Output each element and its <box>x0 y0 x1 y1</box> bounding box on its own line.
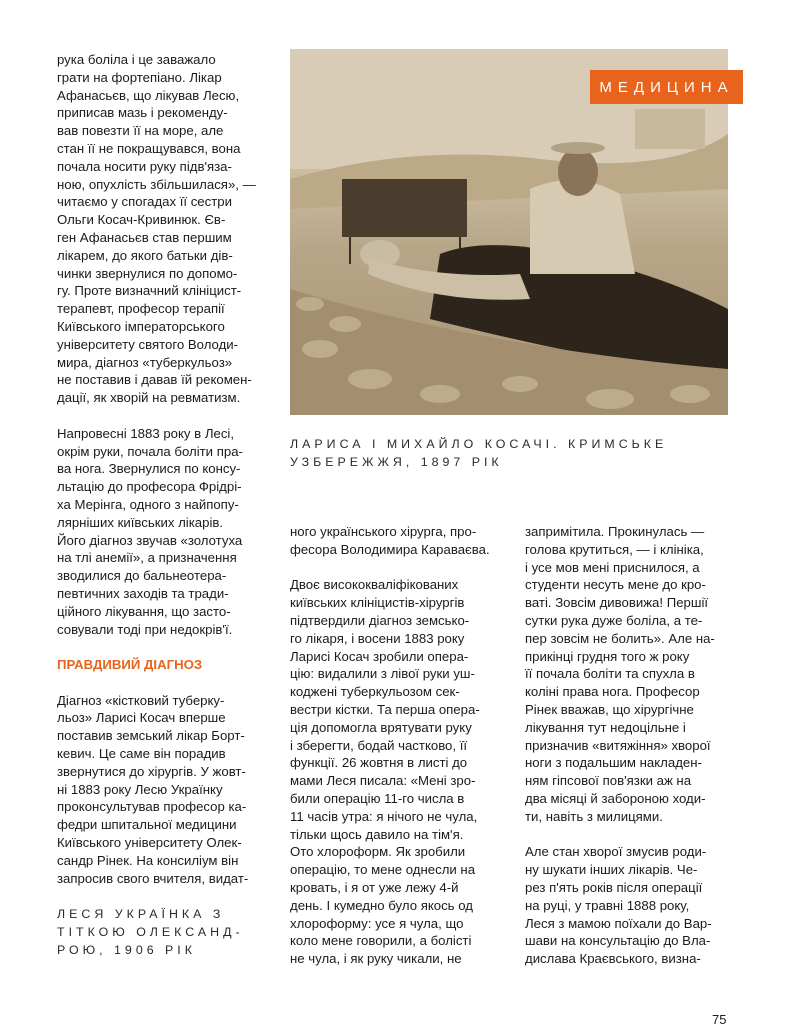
paragraph: рука боліла і це заважало грати на фортепіано. Лікар Афанасьєв, що лікував Лесю, приписав мазь і рекоменду- вав повезти її на море, але стан її не покращувався, вона почала носити руку підв'яза- ною, опухлість збільшилася», — читаємо у спогадах її сестри Ольги Косач-Кривинюк. Єв- ген Афанасьєв став першим лікарем, до якого батьки дів- чинки звернулися по допомо- гу. Проте визначний клініцист- терапевт, професор терапії Київського імператорського університету святого Володи- мира, діагноз «туберкульоз» не поставив і давав їй рекомен- дації, як хворій на ревматизм. <box>57 52 256 406</box>
photo-caption: ЛАРИСА І МИХАЙЛО КОСАЧІ. КРИМСЬКЕ УЗБЕРЕЖЖЯ, 1897 РІК <box>290 437 668 469</box>
column-1 <box>57 51 265 905</box>
photo-caption-left: ЛЕСЯ УКРАЇНКА З ТІТКОЮ ОЛЕКСАНД- РОЮ, 1906 РІК <box>57 907 244 957</box>
paragraph: Напровесні 1883 року в Лесі, окрім руки, почала боліти пра- ва нога. Звернулися по консу- льтацію до професора Фрідрі- ха Мерінга, одного з найпопу- лярніших київських лікарів. Його діагноз звучав «золотуха на тлі анемії», а призначення зводилися до бальнеотера- певтичних заходів та тради- ційного лікування, що засто- совували тоді при недокрів'ї. <box>57 425 243 637</box>
paragraph: Діагноз «кістковий туберку- льоз» Ларисі Косач вперше поставив земський лікар Борт- кевич. Це саме він порадив звернутися до хірургів. У жовт- ні 1883 року Лесю Українку проконсультував професор ка- федри шпитальної медицини Київського університету Олек- сандр Рінек. На консиліум він запросив свого вчителя, видат- <box>57 692 249 886</box>
paragraph: ного українського хірурга, про- фесора Володимира Караваєва. <box>290 524 490 557</box>
column-2 <box>290 523 500 986</box>
paragraph: запримітила. Прокинулась — голова крутиться, — і клініка, і усе мов мені приснилося, а студенти несуть мене до кро- ваті. Зовсім дивовижа! Першії сутки рука дуже боліла, а те- пер зовсім не болить». Але на- прикінці грудня того ж року її почала боліти та спухла в коліні права нога. Професор Рінек вважав, що хірургічне лікування тут недоцільне і призначив «витяжіння» хворої ноги з подальшим накладен- ням гіпсової пов'язки аж на два місяці й забороною ходи- ти, навіть з милицями. <box>525 524 715 824</box>
paragraph: Двоє висококваліфікованих київських клініцистів-хірургів підтвердили діагноз земсько- го лікаря, і восени 1883 року Ларисі Косач зробили опера- цію: видалили з лівої руки уш- коджені туберкульозом сек- вестри кістки. Та перша опера- ція допомогла врятувати руку і зберегти, бодай частково, її функції. 26 жовтня в листі до мами Леся писала: «Мені зро- били операцію 11-го числа в 11 часів утра: я нічого не чула, тільки щось давило на тім'я. Ото хлороформ. Як зробили операцію, то мене однесли на кровать, і я от уже лежу 4-й день. І кумедно було якось од хлороформу: усе я чула, що коло мене говорили, а болісті не чула, і як руку чикали, не <box>290 577 480 967</box>
page-number: 75 <box>712 1012 727 1027</box>
section-tag: МЕДИЦИНА <box>590 70 743 104</box>
subheading: ПРАВДИВИЙ ДІАГНОЗ <box>57 657 203 673</box>
paragraph: Але стан хворої змусив роди- ну шукати інших лікарів. Че- рез п'ять років після операції на руці, у травні 1888 року, Леся з мамою поїхали до Вар- шави на консультацію до Вла- дислава Краєвського, визна- <box>525 844 712 967</box>
column-3 <box>525 523 730 986</box>
